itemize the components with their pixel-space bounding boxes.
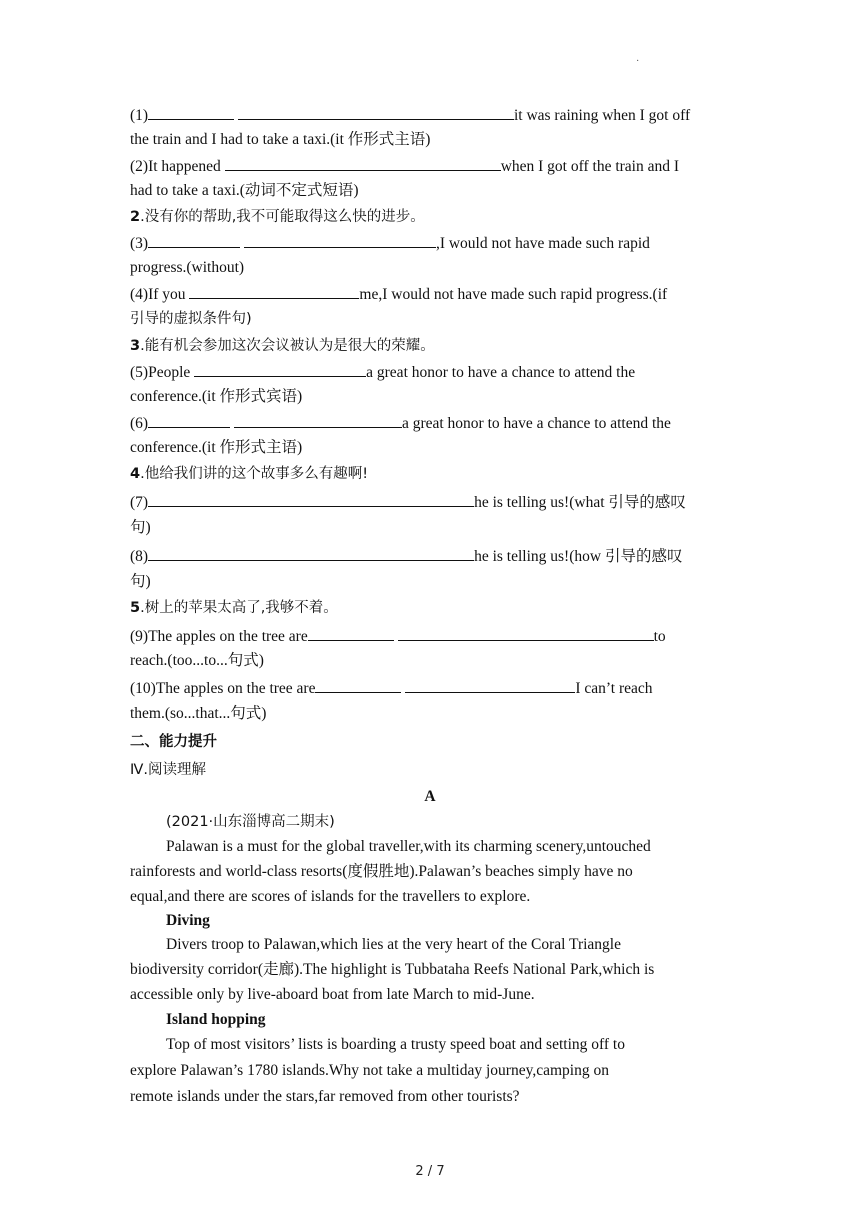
question-line: (2)It happened when I got off the train and I bbox=[130, 158, 680, 175]
answer-blank bbox=[308, 626, 394, 641]
question-line: 句) bbox=[130, 519, 151, 536]
answer-blank bbox=[148, 233, 240, 248]
answer-blank bbox=[148, 546, 474, 561]
passage-line: equal,and there are scores of islands for the travellers to explore. bbox=[130, 888, 531, 905]
section-heading: Ⅳ.阅读理解 bbox=[130, 762, 206, 778]
question-line: (3) ,I would not have made such rapid bbox=[130, 235, 650, 252]
section-heading: 4.他给我们讲的这个故事多么有趣啊! bbox=[130, 466, 369, 482]
passage-line: explore Palawan’s 1780 islands.Why not take a multiday journey,camping on bbox=[130, 1062, 609, 1079]
question-line: (7) he is telling us!(what 引导的感叹 bbox=[130, 494, 686, 511]
passage-line: Top of most visitors’ lists is boarding a trusty speed boat and setting off to bbox=[166, 1036, 625, 1053]
question-line: progress.(without) bbox=[130, 259, 245, 276]
answer-blank bbox=[238, 105, 514, 120]
passage-line: rainforests and world-class resorts(度假胜地).Palawan’s beaches simply have no bbox=[130, 863, 633, 880]
question-line: (8) he is telling us!(how 引导的感叹 bbox=[130, 548, 683, 565]
header-mark: · bbox=[636, 56, 640, 67]
section-heading: 3.能有机会参加这次会议被认为是很大的荣耀。 bbox=[130, 338, 435, 354]
answer-blank bbox=[398, 626, 654, 641]
question-line: conference.(it 作形式宾语) bbox=[130, 388, 303, 405]
question-line: them.(so...that...句式) bbox=[130, 705, 267, 722]
section-heading: 5.树上的苹果太高了,我够不着。 bbox=[130, 600, 338, 616]
passage-label: A bbox=[424, 788, 436, 805]
answer-blank bbox=[244, 233, 436, 248]
question-line: (10)The apples on the tree are I can’t reach bbox=[130, 680, 653, 697]
passage-line: Divers troop to Palawan,which lies at the very heart of the Coral Triangle bbox=[166, 936, 621, 953]
passage-source: (2021·山东淄博高二期末) bbox=[166, 814, 335, 830]
question-line: the train and I had to take a taxi.(it 作形式主语) bbox=[130, 131, 431, 148]
page-number: 2 / 7 bbox=[415, 1164, 445, 1179]
passage-line: remote islands under the stars,far removed from other tourists? bbox=[130, 1088, 520, 1105]
question-line: 引导的虚拟条件句) bbox=[130, 311, 252, 327]
passage-line: accessible only by live-aboard boat from late March to mid-June. bbox=[130, 986, 535, 1003]
question-line: reach.(too...to...句式) bbox=[130, 652, 264, 669]
answer-blank bbox=[234, 413, 402, 428]
passage-line: Palawan is a must for the global traveller,with its charming scenery,untouched bbox=[166, 838, 651, 855]
part-heading: 二、能力提升 bbox=[130, 734, 217, 750]
answer-blank bbox=[148, 413, 230, 428]
answer-blank bbox=[148, 492, 474, 507]
question-line: (5)People a great honor to have a chance to attend the bbox=[130, 364, 636, 381]
question-line: conference.(it 作形式主语) bbox=[130, 439, 303, 456]
answer-blank bbox=[194, 362, 366, 377]
question-line: 句) bbox=[130, 573, 151, 590]
question-line: (1) it was raining when I got off bbox=[130, 107, 691, 124]
passage-subheading: Island hopping bbox=[166, 1011, 266, 1028]
answer-blank bbox=[315, 678, 401, 693]
question-line: (4)If you me,I would not have made such rapid progress.(if bbox=[130, 286, 668, 303]
question-line: (9)The apples on the tree are to bbox=[130, 628, 666, 645]
passage-line: biodiversity corridor(走廊).The highlight is Tubbataha Reefs National Park,which is bbox=[130, 961, 655, 978]
answer-blank bbox=[148, 105, 234, 120]
answer-blank bbox=[225, 156, 501, 171]
answer-blank bbox=[189, 284, 359, 299]
question-line: (6) a great honor to have a chance to attend the bbox=[130, 415, 671, 432]
answer-blank bbox=[405, 678, 575, 693]
section-heading: 2.没有你的帮助,我不可能取得这么快的进步。 bbox=[130, 209, 425, 225]
question-line: had to take a taxi.(动词不定式短语) bbox=[130, 182, 359, 199]
passage-subheading: Diving bbox=[166, 912, 210, 929]
